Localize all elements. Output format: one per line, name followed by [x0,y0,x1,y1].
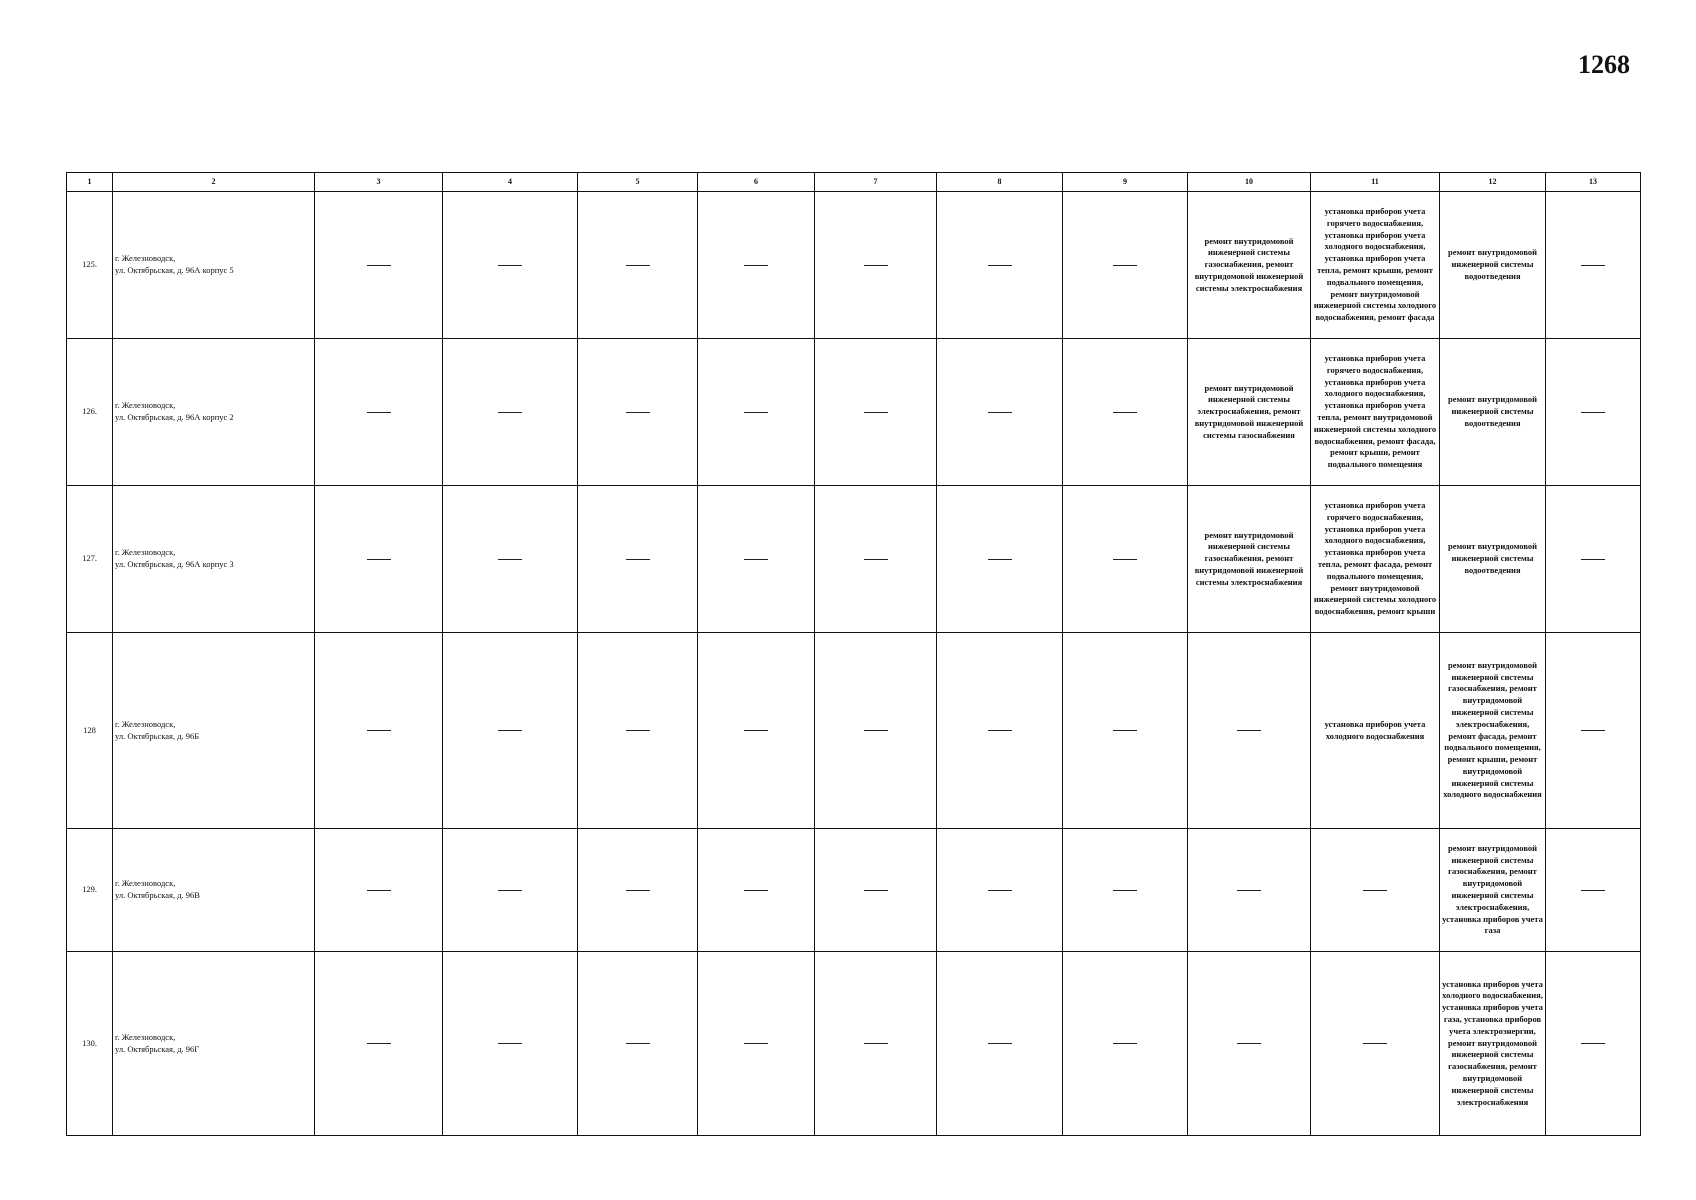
table-row [67,192,1641,339]
dash-mark [864,890,888,891]
empty-dash-cell [937,633,1063,829]
dash-mark [498,890,522,891]
dash-mark [626,265,650,266]
empty-dash-cell [315,633,443,829]
work-description-cell: ремонт внутридомовой инженерной системы водоотведения [1440,192,1546,339]
work-description-cell: ремонт внутридомовой инженерной системы газоснабжения, ремонт внутридомовой инженерной системы электроснабжения [1188,486,1311,633]
address-line1: г. Железноводск, [115,1031,176,1042]
empty-dash-cell [937,339,1063,486]
empty-dash-cell [315,829,443,952]
work-description-cell: установка приборов учета горячего водоснабжения, установка приборов учета холодного водоснабжения, установка приборов учета тепла, ремонт фасада, ремонт подвального помещения, ремонт внутридомовой инженерной системы холодного водоснабжения, ремонт крыши [1311,486,1440,633]
empty-dash-cell [1188,633,1311,829]
address-line2: ул. Октябрьская, д. 96Г [115,1043,200,1054]
work-description-cell: установка приборов учета холодного водоснабжения, установка приборов учета газа, установка приборов учета электроэнергии, ремонт внутридомовой инженерной системы газоснабжения, ремонт внутридомовой инженерной системы электроснабжения [1440,952,1546,1136]
column-number-header-row [67,173,1641,192]
empty-dash-cell [443,952,578,1136]
dash-mark [988,412,1012,413]
dash-mark [1113,730,1137,731]
empty-dash-cell [1063,952,1188,1136]
empty-dash-cell [1063,829,1188,952]
dash-mark [744,730,768,731]
dash-mark [744,890,768,891]
empty-dash-cell [1063,339,1188,486]
empty-dash-cell [815,339,937,486]
row-number: 129. [67,829,113,952]
empty-dash-cell [443,339,578,486]
dash-mark [1113,412,1137,413]
empty-dash-cell [1546,192,1641,339]
empty-dash-cell [1311,829,1440,952]
empty-dash-cell [698,192,815,339]
address-cell [113,192,315,339]
empty-dash-cell [1063,192,1188,339]
dash-mark [1113,265,1137,266]
column-header-8: 8 [937,173,1063,192]
empty-dash-cell [443,633,578,829]
dash-mark [498,730,522,731]
empty-dash-cell [578,633,698,829]
empty-dash-cell [578,339,698,486]
dash-mark [988,1043,1012,1044]
dash-mark [626,1043,650,1044]
empty-dash-cell [815,486,937,633]
dash-mark [1363,1043,1387,1044]
address-cell [113,339,315,486]
row-number: 130. [67,952,113,1136]
empty-dash-cell [1546,829,1641,952]
dash-mark [864,730,888,731]
empty-dash-cell [1546,339,1641,486]
address-line1: г. Железноводск, [115,400,176,411]
address-line2: ул. Октябрьская, д. 96А корпус 3 [115,559,234,569]
repair-register-table [66,172,1641,1136]
table-row [67,829,1641,952]
address-cell [113,952,315,1136]
column-header-11: 11 [1311,173,1440,192]
address-line2: ул. Октябрьская, д. 96В [115,890,200,900]
empty-dash-cell [443,192,578,339]
dash-mark [367,890,391,891]
address-line2: ул. Октябрьская, д. 96А корпус 2 [115,412,234,422]
dash-mark [1581,412,1605,413]
empty-dash-cell [1546,633,1641,829]
address-line1: г. Железноводск, [115,878,176,889]
empty-dash-cell [1311,952,1440,1136]
empty-dash-cell [315,486,443,633]
column-header-12: 12 [1440,173,1546,192]
column-header-5: 5 [578,173,698,192]
dash-mark [864,1043,888,1044]
dash-mark [1113,890,1137,891]
column-header-13: 13 [1546,173,1641,192]
dash-mark [744,412,768,413]
empty-dash-cell [937,486,1063,633]
dash-mark [988,265,1012,266]
dash-mark [498,1043,522,1044]
page-number: 1268 [1578,50,1630,79]
dash-mark [1363,890,1387,891]
dash-mark [1237,730,1261,731]
empty-dash-cell [937,952,1063,1136]
column-header-10: 10 [1188,173,1311,192]
address-line1: г. Железноводск, [115,718,176,729]
empty-dash-cell [815,952,937,1136]
empty-dash-cell [937,829,1063,952]
empty-dash-cell [443,829,578,952]
dash-mark [1581,1043,1605,1044]
work-description-cell: ремонт внутридомовой инженерной системы газоснабжения, ремонт внутридомовой инженерной системы электроснабжения [1188,192,1311,339]
dash-mark [498,559,522,560]
column-header-1: 1 [67,173,113,192]
dash-mark [626,559,650,560]
dash-mark [498,265,522,266]
empty-dash-cell [578,486,698,633]
work-description-cell: ремонт внутридомовой инженерной системы газоснабжения, ремонт внутридомовой инженерной системы электроснабжения, ремонт фасада, ремонт подвального помещения, ремонт крыши, ремонт внутридомовой инженерной системы холодного водоснабжения [1440,633,1546,829]
empty-dash-cell [698,339,815,486]
dash-mark [988,559,1012,560]
dash-mark [626,412,650,413]
work-description-cell: установка приборов учета горячего водоснабжения, установка приборов учета холодного водоснабжения, установка приборов учета тепла, ремонт крыши, ремонт подвального помещения, ремонт внутридомовой инженерной системы холодного водоснабжения, ремонт фасада [1311,192,1440,339]
address-line2: ул. Октябрьская, д. 96А корпус 5 [115,265,234,275]
empty-dash-cell [1546,486,1641,633]
empty-dash-cell [815,633,937,829]
dash-mark [498,412,522,413]
dash-mark [1113,559,1137,560]
dash-mark [1581,265,1605,266]
dash-mark [988,730,1012,731]
empty-dash-cell [443,486,578,633]
table-row [67,633,1641,829]
dash-mark [367,265,391,266]
address-cell [113,829,315,952]
dash-mark [988,890,1012,891]
empty-dash-cell [1188,952,1311,1136]
dash-mark [626,730,650,731]
column-header-6: 6 [698,173,815,192]
table-row [67,952,1641,1136]
row-number: 127. [67,486,113,633]
column-header-2: 2 [113,173,315,192]
empty-dash-cell [1546,952,1641,1136]
empty-dash-cell [698,829,815,952]
work-description-cell: установка приборов учета холодного водоснабжения [1311,633,1440,829]
work-description-cell: ремонт внутридомовой инженерной системы газоснабжения, ремонт внутридомовой инженерной системы электроснабжения, установка приборов учета газа [1440,829,1546,952]
row-number: 125. [67,192,113,339]
empty-dash-cell [698,952,815,1136]
empty-dash-cell [1063,486,1188,633]
dash-mark [864,265,888,266]
table-row [67,339,1641,486]
column-header-7: 7 [815,173,937,192]
work-description-cell: установка приборов учета горячего водоснабжения, установка приборов учета холодного водоснабжения, установка приборов учета тепла, ремонт внутридомовой инженерной системы холодного водоснабжения, ремонт фасада, ремонт крыши, ремонт подвального помещения [1311,339,1440,486]
dash-mark [1237,1043,1261,1044]
empty-dash-cell [698,633,815,829]
dash-mark [864,559,888,560]
dash-mark [744,559,768,560]
empty-dash-cell [1188,829,1311,952]
address-line2: ул. Октябрьская, д. 96Б [115,730,200,741]
dash-mark [367,559,391,560]
dash-mark [626,890,650,891]
row-number: 128 [67,633,113,829]
work-description-cell: ремонт внутридомовой инженерной системы электроснабжения, ремонт внутридомовой инженерной системы газоснабжения [1188,339,1311,486]
dash-mark [1237,890,1261,891]
row-number: 126. [67,339,113,486]
empty-dash-cell [698,486,815,633]
work-description-cell: ремонт внутридомовой инженерной системы водоотведения [1440,339,1546,486]
empty-dash-cell [937,192,1063,339]
dash-mark [1581,730,1605,731]
dash-mark [1581,890,1605,891]
work-description-cell: ремонт внутридомовой инженерной системы водоотведения [1440,486,1546,633]
empty-dash-cell [578,192,698,339]
empty-dash-cell [578,952,698,1136]
column-header-9: 9 [1063,173,1188,192]
dash-mark [367,412,391,413]
address-cell [113,486,315,633]
empty-dash-cell [815,829,937,952]
empty-dash-cell [1063,633,1188,829]
address-cell [113,633,315,829]
address-line1: г. Железноводск, [115,547,176,558]
dash-mark [1581,559,1605,560]
dash-mark [744,265,768,266]
address-line1: г. Железноводск, [115,253,176,264]
empty-dash-cell [315,192,443,339]
column-header-3: 3 [315,173,443,192]
dash-mark [1113,1043,1137,1044]
empty-dash-cell [315,339,443,486]
table-row [67,486,1641,633]
empty-dash-cell [815,192,937,339]
dash-mark [864,412,888,413]
dash-mark [744,1043,768,1044]
column-header-4: 4 [443,173,578,192]
dash-mark [367,730,391,731]
dash-mark [367,1043,391,1044]
empty-dash-cell [578,829,698,952]
empty-dash-cell [315,952,443,1136]
